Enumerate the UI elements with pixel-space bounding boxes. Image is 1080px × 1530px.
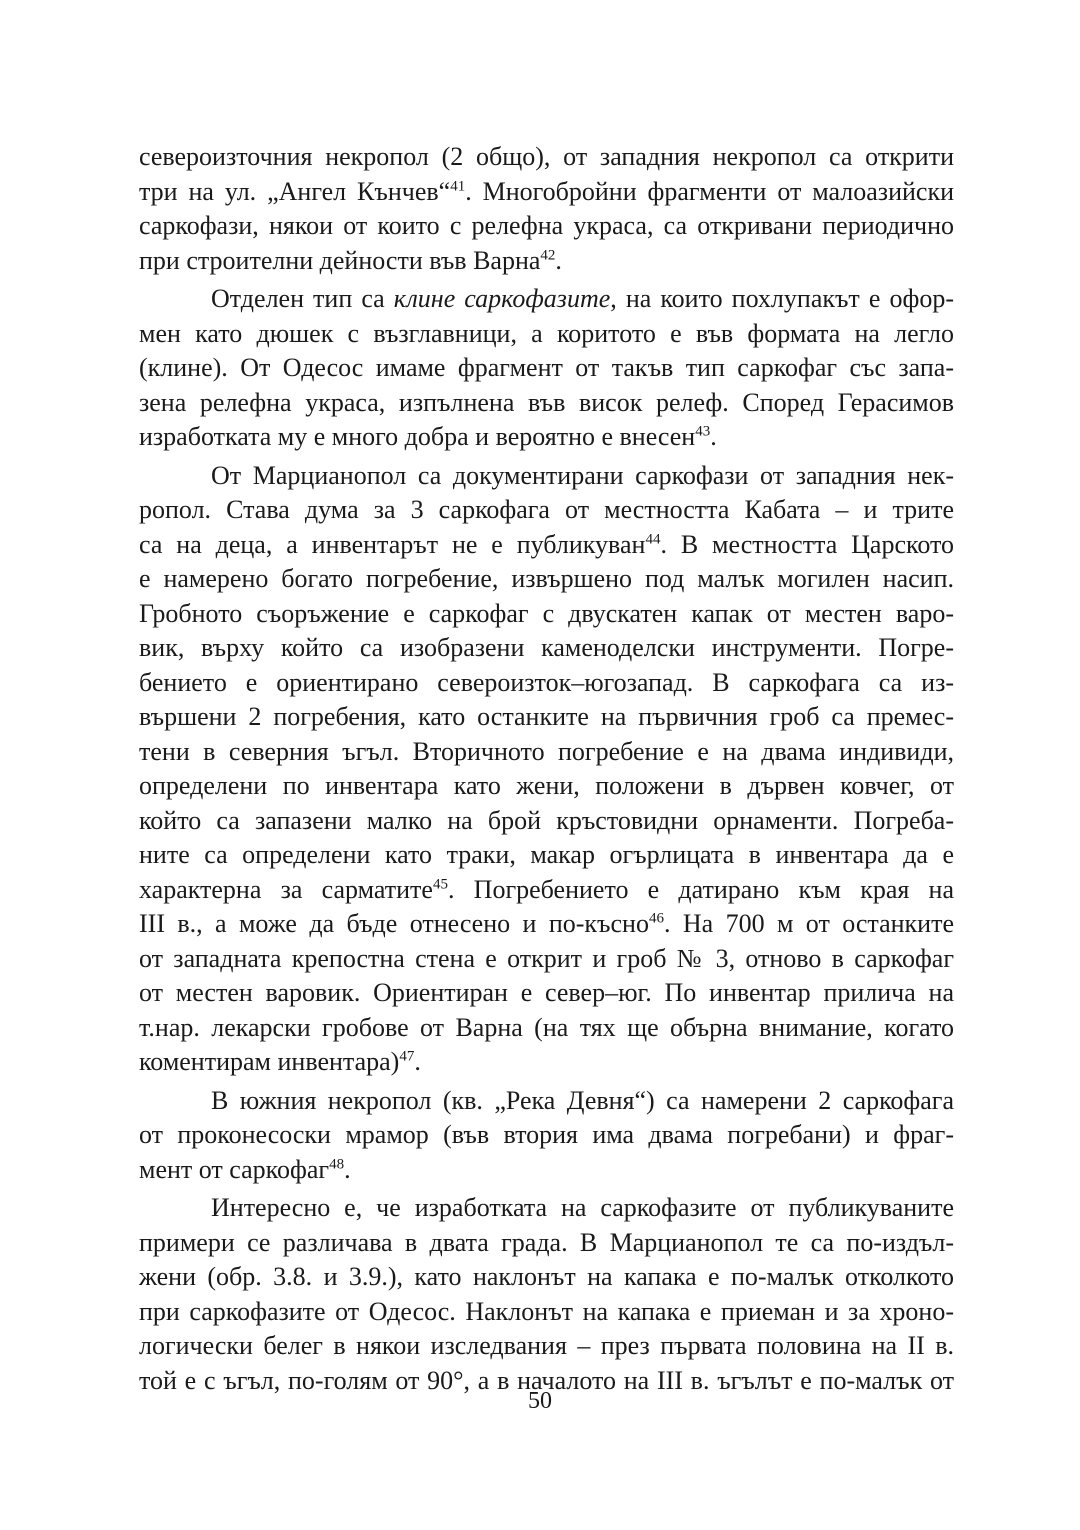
text-line: мен като дюшек с възглавници, а коритото е във формата на легло [139,318,954,348]
footnote-ref[interactable]: 42 [540,246,556,263]
text-line: са на деца, а инвентарът не е публикуван$^{44}$. В местността Царското [139,529,955,559]
text-line: примери се различава в двата града. В Марцианопол те са по-издъл- [139,1227,954,1257]
text-line: В южния некропол (кв. „Река Девня“) са намерени 2 саркофага [211,1085,954,1115]
text-line: три на ул. „Ангел Кънчев“$^{41}$. Многобройни фрагменти от малоазийски [139,176,954,206]
text-line: логически белег в някои изследвания – през първата половина на II в. [139,1331,954,1360]
text-line: при строителни дейности във Варна$^{42}$. [139,245,562,275]
text-line: при саркофазите от Одесос. Наклонът на капака е приеман и за хроно- [139,1296,954,1326]
paragraph-3 [139,459,954,1080]
text-line: е намерено богато погребение, извършено под малък могилен насип. [139,564,954,593]
footnote-ref[interactable]: 41 [450,177,466,194]
paragraph-1 [139,140,954,278]
text-line: жени (обр. 3.8. и 3.9.), като наклонът на капака е по-малък отколкото [139,1262,954,1291]
page-number: 50 [528,1388,552,1414]
text-line: ните са определени като траки, макар огърлицата в инвентара да е [139,840,954,869]
footnote-ref[interactable]: 47 [399,1048,415,1065]
text-line: мент от саркофаг$^{48}$. [139,1154,351,1184]
text-line: характерна за сарматите$^{45}$. Погребението е датирано към края на [139,874,954,904]
text-line: тени в северния ъгъл. Вторичното погребение е на двама индивиди, [139,736,954,766]
text-line: (клине). От Одесос имаме фрагмент от такъв тип саркофаг със запа- [139,353,954,382]
text-line: От Марцианопол са документирани саркофази от западния нек- [211,460,954,490]
text-line: Отделен тип са клине саркофазите, на които похлупакът е офор- [211,284,954,313]
footnote-ref[interactable]: 48 [329,1155,345,1172]
text-line: вършени 2 погребения, като останките на първичния гроб са премес- [139,702,954,731]
paragraph-2 [139,282,954,455]
footnote-ref[interactable]: 44 [645,530,661,547]
paragraph-4 [139,1084,954,1188]
footnote-ref[interactable]: 45 [432,875,448,892]
footnote-ref[interactable]: 43 [695,423,711,440]
paragraph-5 [139,1191,954,1398]
text-line: от проконесоски мрамор (във втория има двама погребани) и фраг- [139,1120,954,1149]
text-line: вик, върху който са изобразени каменоделски инструменти. Погре- [139,633,954,662]
text-line: от местен варовик. Ориентиран е север–юг. По инвентар прилича на [139,978,954,1007]
page-body [139,140,954,1402]
text-line: изработката му е много добра и вероятно е внесен$^{43}$. [139,422,717,451]
text-line: североизточния некропол (2 общо), от западния некропол са открити [139,142,954,171]
text-line: т.нар. лекарски гробове от Варна (на тях ще обърна внимание, когато [139,1012,954,1042]
footnote-ref[interactable]: 46 [648,910,664,927]
text-line: бението е ориентирано североизток–югозапад. В саркофага са из- [139,667,954,697]
text-line: от западната крепостна стена е открит и гроб № 3, отново в саркофаг [139,943,954,973]
text-line: той е с ъгъл, по-голям от 90°, а в началото на III в. ъгълът е по-малък от [139,1365,954,1395]
text-line: Гробното съоръжение е саркофаг с двускатен капак от местен варо- [139,598,954,628]
text-line: коментирам инвентара)$^{47}$. [139,1047,421,1076]
text-line: зена релефна украса, изпълнена във висок релеф. Според Герасимов [139,387,954,417]
text-line: ропол. Става дума за 3 саркофага от местността Кабата – и трите [139,495,954,524]
text-line: III в., а може да бъде отнесено и по-късно$^{46}$. На 700 м от останките [139,909,954,938]
text-line: определени по инвентара като жени, положени в дървен ковчег, от [139,771,954,800]
text-line: който са запазени малко на брой кръстовидни орнаменти. Погреба- [139,805,954,835]
text-line: Интересно е, че изработката на саркофазите от публикуваните [211,1193,954,1222]
text-line: саркофази, някои от които с релефна украса, са откривани периодично [139,211,954,240]
italic-term: клине саркофазите [393,284,611,313]
